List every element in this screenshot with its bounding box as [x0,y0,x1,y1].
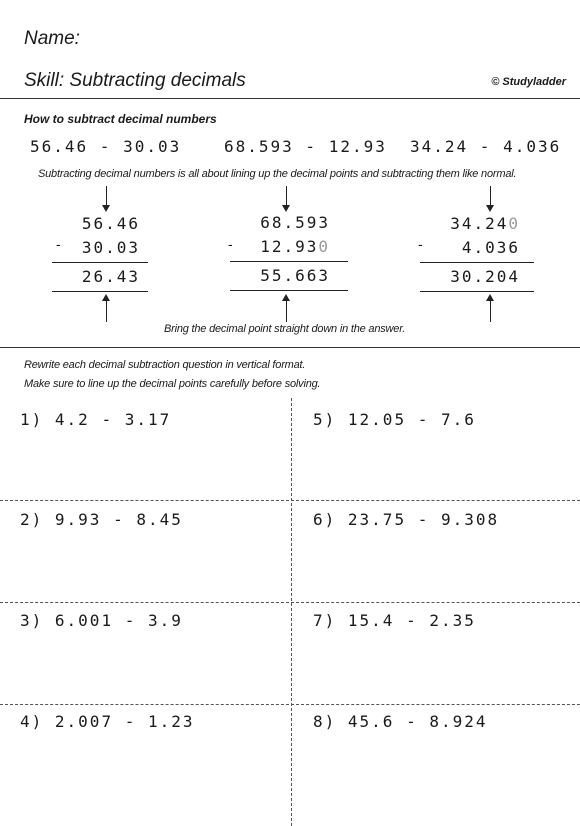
copyright-notice: © Studyladder [491,76,566,88]
question-number: 2) [20,510,44,529]
question-number: 5) [313,410,337,429]
top-digits: 34.24 [450,214,509,233]
answer-line [230,290,348,291]
row-divider [0,704,580,705]
question-text: 15.4 - 2.35 [347,611,476,630]
sum-line [420,262,534,263]
question-3 [20,611,183,630]
vertical-example-3-bottom: 4.036 [461,238,520,257]
explanation-text: Subtracting decimal numbers is all about lining up the decimal points and subtracting them like normal. [38,168,517,180]
question-number: 8) [313,712,337,731]
example-question-1: 56.46 - 30.03 [30,137,182,156]
column-divider [291,398,292,826]
row-divider [0,500,580,501]
instruction-line-1: Rewrite each decimal subtraction question in vertical format. [24,359,306,371]
question-7 [313,611,476,630]
vertical-example-2-bottom [240,237,330,256]
minus-sign: - [228,236,233,252]
question-text: 9.93 - 8.45 [54,510,183,529]
question-text: 23.75 - 9.308 [347,510,500,529]
example-question-2: 68.593 - 12.93 [224,137,387,156]
bottom-digits: 12.93 [260,237,319,256]
answer-line [52,291,148,292]
question-number: 4) [20,712,44,731]
question-number: 7) [313,611,337,630]
arrow-down-icon [286,186,287,210]
vertical-example-2-top: 68.593 [260,213,330,232]
question-text: 45.6 - 8.924 [347,712,488,731]
vertical-example-2-answer: 55.663 [260,266,330,285]
question-text: 2.007 - 1.23 [54,712,195,731]
question-6 [313,510,499,529]
question-number: 3) [20,611,44,630]
sum-line [230,261,348,262]
question-number: 6) [313,510,337,529]
minus-sign: - [56,236,61,252]
section-divider [0,347,580,348]
question-number: 1) [20,410,44,429]
vertical-example-1-top: 56.46 [81,214,140,233]
example-question-3: 34.24 - 4.036 [410,137,562,156]
question-text: 12.05 - 7.6 [347,410,476,429]
arrow-down-icon [490,186,491,210]
row-divider [0,602,580,603]
arrow-up-icon [106,296,107,322]
name-label: Name: [24,28,80,49]
arrow-down-icon [106,186,107,210]
arrow-up-icon [286,296,287,322]
padding-zero: 0 [508,214,520,233]
sum-line [52,262,148,263]
question-text: 4.2 - 3.17 [54,410,172,429]
vertical-example-1-answer: 26.43 [81,267,140,286]
header-divider [0,98,580,99]
vertical-example-3-answer: 30.204 [450,267,520,286]
how-to-title: How to subtract decimal numbers [24,112,217,126]
skill-title: Skill: Subtracting decimals [24,70,246,91]
padding-zero: 0 [318,237,330,256]
question-4 [20,712,195,731]
bring-down-note: Bring the decimal point straight down in the answer. [164,323,406,335]
answer-line [420,291,534,292]
minus-sign: - [418,236,423,252]
question-2 [20,510,183,529]
question-text: 6.001 - 3.9 [54,611,183,630]
vertical-example-3-top [430,214,520,233]
question-8 [313,712,488,731]
instruction-line-2: Make sure to line up the decimal points carefully before solving. [24,378,321,390]
arrow-up-icon [490,296,491,322]
question-5 [313,410,476,429]
question-1 [20,410,171,429]
vertical-example-1-bottom: 30.03 [81,238,140,257]
